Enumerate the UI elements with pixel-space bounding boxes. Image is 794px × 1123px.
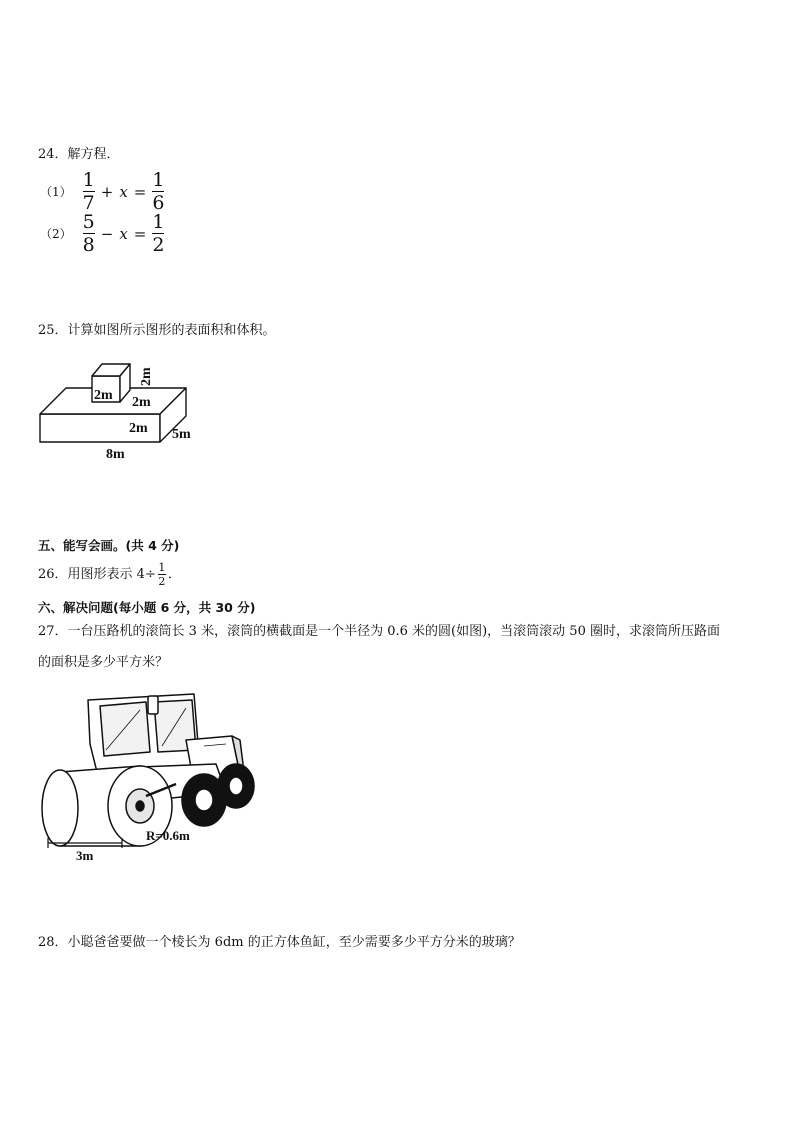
equals-sign: = [133, 182, 147, 201]
radius-label: R=0.6m [146, 828, 190, 843]
fraction-numerator: 5 [82, 211, 95, 233]
label-small-front: 2m [94, 388, 113, 403]
fraction [152, 170, 164, 213]
fraction [158, 562, 166, 587]
label-big-depth: 5m [172, 427, 191, 442]
equation-1-label: （1） [40, 185, 72, 199]
variable-x: x [119, 182, 128, 201]
fraction-denominator: 7 [82, 192, 95, 214]
box-figure [36, 352, 206, 462]
equals-sign: = [133, 224, 147, 243]
fraction-numerator: 1 [152, 169, 165, 191]
equation-2-label: （2） [40, 227, 72, 241]
road-roller-figure [36, 688, 266, 863]
label-big-length: 8m [106, 447, 125, 462]
fraction-denominator: 2 [158, 575, 166, 588]
q25-title: 25．计算如图所示图形的表面积和体积。 [38, 323, 276, 338]
section-6-title: 六、解决问题(每小题 6 分，共 30 分) [38, 600, 256, 615]
equation-2 [40, 212, 167, 255]
q28-text: 28．小聪爸爸要做一个棱长为 6dm 的正方体鱼缸，至少需要多少平方分米的玻璃？ [38, 935, 521, 950]
fraction-numerator: 1 [158, 561, 166, 574]
fraction-denominator: 2 [152, 234, 165, 256]
q24-title: 24．解方程． [38, 147, 120, 162]
section-5-title: 五、能写会画。(共 4 分) [38, 538, 180, 553]
label-big-height: 2m [129, 421, 148, 436]
variable-x: x [119, 224, 128, 243]
fraction-denominator: 8 [82, 234, 95, 256]
fraction [83, 212, 95, 255]
fraction-denominator: 6 [152, 192, 165, 214]
q26 [38, 562, 181, 587]
minus-sign: − [100, 224, 114, 243]
plus-sign: + [100, 182, 114, 201]
fraction [83, 170, 95, 213]
length-label: 3m [76, 848, 94, 863]
label-small-depth: 2m [132, 395, 151, 410]
q27-line-1: 27．一台压路机的滚筒长 3 米，滚筒的横截面是一个半径为 0.6 米的圆(如图)，当滚筒滚动 50 圈时，求滚筒所压路面 [38, 624, 720, 639]
fraction [152, 212, 164, 255]
equation-1 [40, 170, 167, 213]
fraction-numerator: 1 [152, 211, 165, 233]
fraction-numerator: 1 [82, 169, 95, 191]
q26-text: 26．用图形表示 4÷ [38, 566, 156, 582]
q27-line-2: 的面积是多少平方米？ [38, 655, 169, 670]
q26-end: ． [167, 566, 181, 582]
label-small-height: 2m [139, 367, 154, 386]
